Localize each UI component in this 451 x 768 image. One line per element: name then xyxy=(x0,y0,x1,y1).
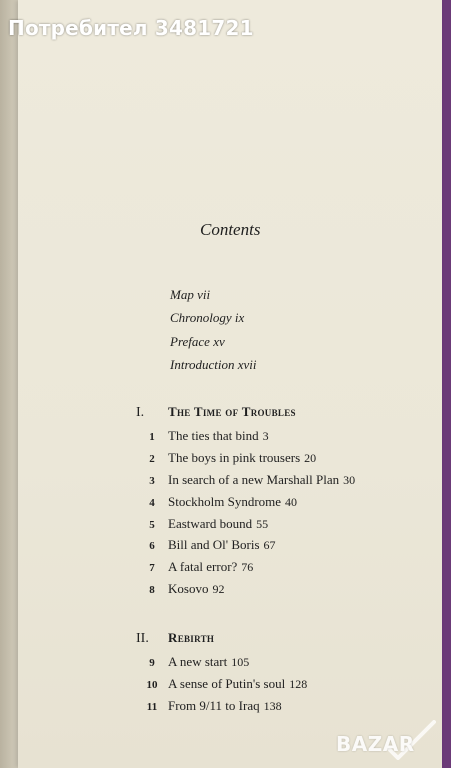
front-matter-list xyxy=(170,287,257,380)
part-heading-1 xyxy=(136,404,296,421)
part-number: I. xyxy=(136,405,145,420)
chapter-row: 7 A fatal error? 76 xyxy=(149,559,254,575)
page-title: Contents xyxy=(200,220,261,239)
bazar-logo xyxy=(330,718,440,764)
chapter-row: 5 Eastward bound 55 xyxy=(149,515,269,531)
part-title: Rebirth xyxy=(168,630,215,645)
chapter-row: 6 Bill and Ol' Boris 67 xyxy=(149,537,276,553)
part-heading-2 xyxy=(136,630,214,647)
part-title: The Time of Troubles xyxy=(168,404,296,419)
chapter-row: 8 Kosovo 92 xyxy=(149,581,225,597)
chapter-row: 1 The ties that bind 3 xyxy=(149,428,269,443)
chapter-list-part-1 xyxy=(136,428,355,603)
logo-wordmark: BAZAR xyxy=(336,732,415,756)
part-number: II. xyxy=(136,631,149,646)
front-matter-item-map: Map vii xyxy=(170,287,211,302)
front-matter-item-preface: Preface xv xyxy=(170,333,225,349)
chapter-row: 9 A new start 105 xyxy=(149,654,250,669)
front-matter-item-introduction: Introduction xvii xyxy=(170,356,257,372)
chapter-row: 10 A sense of Putin's soul 128 xyxy=(146,675,308,691)
book-page xyxy=(18,0,442,768)
front-matter-item-chronology: Chronology ix xyxy=(170,310,245,326)
adjacent-page-edge xyxy=(0,0,20,768)
user-watermark: Потребител 3481721 xyxy=(8,16,254,40)
chapter-list-part-2 xyxy=(136,654,307,720)
chapter-row: 3 In search of a new Marshall Plan 30 xyxy=(149,471,356,487)
chapter-row: 11 From 9/11 to Iraq 138 xyxy=(146,697,282,713)
chapter-row: 4 Stockholm Syndrome 40 xyxy=(149,493,298,509)
chapter-row: 2 The boys in pink trousers 20 xyxy=(149,449,317,465)
